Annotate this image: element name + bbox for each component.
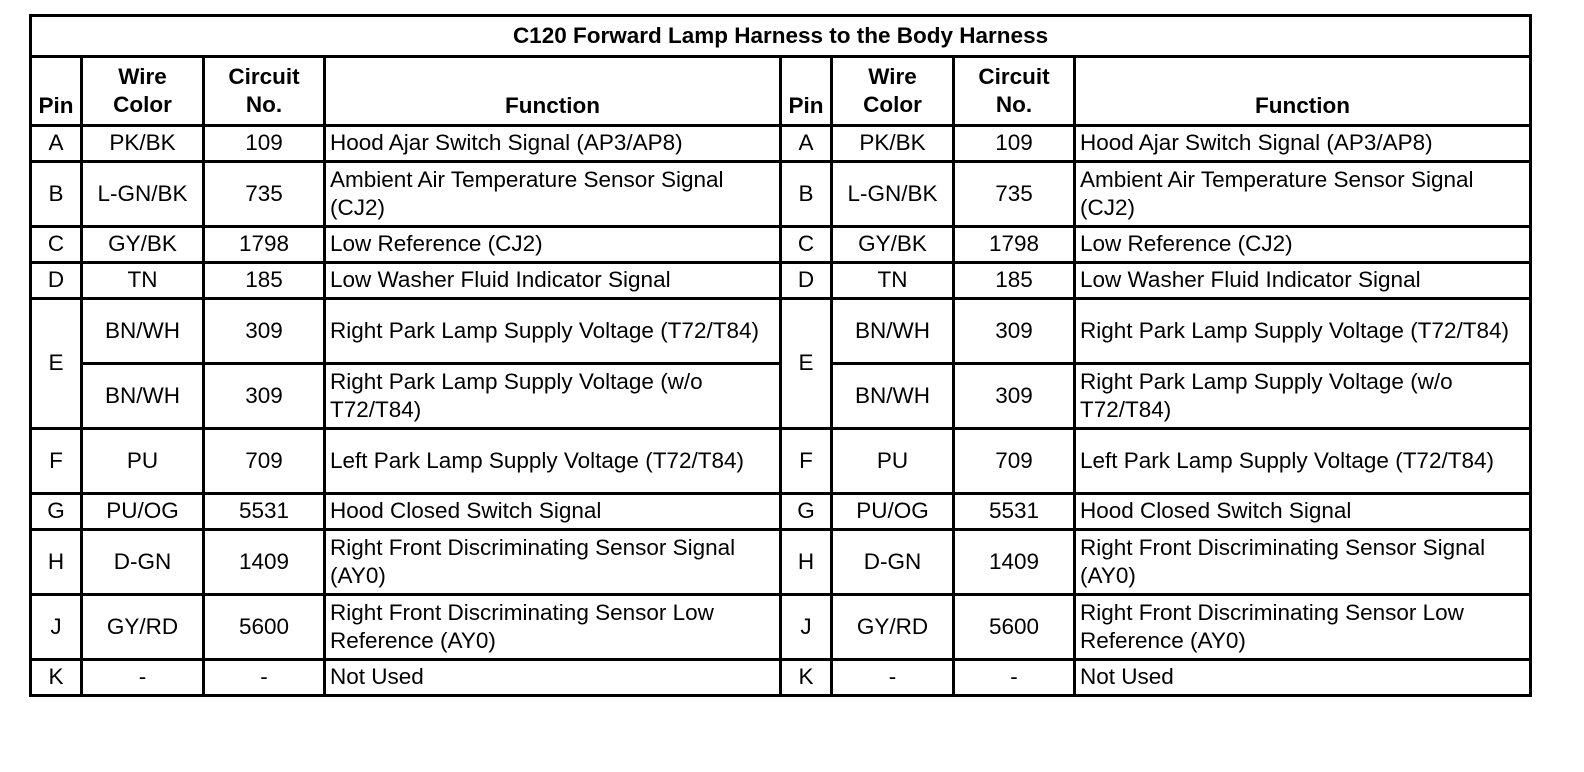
function-header-right: Function xyxy=(1075,57,1531,126)
function-cell: Ambient Air Temperature Sensor Signal (CJ2) xyxy=(1075,162,1531,227)
pin-cell: C xyxy=(31,227,82,263)
wire-color-cell: L-GN/BK xyxy=(82,162,204,227)
circuit-cell: 709 xyxy=(954,429,1075,494)
function-cell: Right Park Lamp Supply Voltage (T72/T84) xyxy=(325,299,781,364)
wire-color-cell: TN xyxy=(832,263,954,299)
pin-cell: G xyxy=(31,494,82,530)
circuit-no-header-line2: No. xyxy=(245,92,283,117)
circuit-no-header-line1: Circuit xyxy=(228,63,300,89)
circuit-cell: 1409 xyxy=(954,530,1075,595)
wire-color-cell: PU xyxy=(832,429,954,494)
pin-cell: E xyxy=(781,299,832,429)
wire-color-cell: BN/WH xyxy=(82,364,204,429)
pin-cell: J xyxy=(31,595,82,660)
function-cell: Right Front Discriminating Sensor Signal (AY0) xyxy=(325,530,781,595)
wire-color-cell: GY/BK xyxy=(82,227,204,263)
function-cell: Right Front Discriminating Sensor Low Reference (AY0) xyxy=(1075,595,1531,660)
circuit-cell: 5531 xyxy=(204,494,325,530)
pin-cell: A xyxy=(31,126,82,162)
wire-color-cell: BN/WH xyxy=(82,299,204,364)
pin-header-right: Pin xyxy=(781,57,832,126)
function-cell: Right Park Lamp Supply Voltage (w/o T72/T84) xyxy=(325,364,781,429)
function-cell: Not Used xyxy=(1075,660,1531,696)
wire-color-cell: BN/WH xyxy=(832,364,954,429)
function-cell: Hood Closed Switch Signal xyxy=(1075,494,1531,530)
table-row xyxy=(31,126,1531,162)
connector-table xyxy=(29,14,1532,697)
pin-cell: F xyxy=(781,429,832,494)
table-row xyxy=(31,595,1531,660)
function-cell: Right Front Discriminating Sensor Signal (AY0) xyxy=(1075,530,1531,595)
pin-cell: E xyxy=(31,299,82,429)
circuit-no-header xyxy=(204,57,325,126)
wire-color-cell: - xyxy=(832,660,954,696)
wire-color-cell: D-GN xyxy=(82,530,204,595)
circuit-cell: 5531 xyxy=(954,494,1075,530)
table-row xyxy=(31,227,1531,263)
function-cell: Ambient Air Temperature Sensor Signal (CJ2) xyxy=(325,162,781,227)
table-title: C120 Forward Lamp Harness to the Body Harness xyxy=(31,16,1531,57)
table-row xyxy=(31,299,1531,364)
table-row xyxy=(31,263,1531,299)
circuit-cell: 109 xyxy=(204,126,325,162)
header-row xyxy=(31,57,1531,126)
circuit-cell: 1798 xyxy=(204,227,325,263)
function-cell: Low Washer Fluid Indicator Signal xyxy=(325,263,781,299)
circuit-no-header-right xyxy=(954,57,1075,126)
wire-color-header-right-line1: Wire xyxy=(868,63,917,89)
function-header: Function xyxy=(325,57,781,126)
pin-header: Pin xyxy=(31,57,82,126)
function-cell: Right Front Discriminating Sensor Low Reference (AY0) xyxy=(325,595,781,660)
circuit-cell: 309 xyxy=(954,364,1075,429)
wire-color-header-right xyxy=(832,57,954,126)
pin-cell: K xyxy=(781,660,832,696)
wire-color-cell: PU xyxy=(82,429,204,494)
function-cell: Hood Closed Switch Signal xyxy=(325,494,781,530)
function-cell: Hood Ajar Switch Signal (AP3/AP8) xyxy=(1075,126,1531,162)
circuit-cell: 709 xyxy=(204,429,325,494)
table-row xyxy=(31,494,1531,530)
function-cell: Left Park Lamp Supply Voltage (T72/T84) xyxy=(1075,429,1531,494)
table-row xyxy=(31,429,1531,494)
table-row xyxy=(31,162,1531,227)
circuit-cell: 309 xyxy=(204,364,325,429)
circuit-cell: 109 xyxy=(954,126,1075,162)
pin-cell: H xyxy=(31,530,82,595)
wire-color-cell: GY/RD xyxy=(832,595,954,660)
pin-cell: D xyxy=(31,263,82,299)
function-cell: Hood Ajar Switch Signal (AP3/AP8) xyxy=(325,126,781,162)
wire-color-header-line2: Color xyxy=(113,92,172,117)
circuit-cell: 735 xyxy=(204,162,325,227)
function-cell: Right Park Lamp Supply Voltage (T72/T84) xyxy=(1075,299,1531,364)
wire-color-cell: PU/OG xyxy=(832,494,954,530)
pin-cell: K xyxy=(31,660,82,696)
wire-color-header-line1: Wire xyxy=(118,63,167,89)
circuit-cell: 185 xyxy=(954,263,1075,299)
pin-cell: B xyxy=(781,162,832,227)
function-cell: Low Reference (CJ2) xyxy=(325,227,781,263)
circuit-cell: 185 xyxy=(204,263,325,299)
pin-cell: B xyxy=(31,162,82,227)
pin-cell: D xyxy=(781,263,832,299)
circuit-no-header-right-line1: Circuit xyxy=(978,63,1050,89)
table-row xyxy=(31,660,1531,696)
circuit-cell: - xyxy=(954,660,1075,696)
circuit-cell: 1409 xyxy=(204,530,325,595)
wire-color-cell: TN xyxy=(82,263,204,299)
wire-color-cell: GY/RD xyxy=(82,595,204,660)
wire-color-cell: D-GN xyxy=(832,530,954,595)
circuit-cell: 735 xyxy=(954,162,1075,227)
function-cell: Right Park Lamp Supply Voltage (w/o T72/T84) xyxy=(1075,364,1531,429)
pin-cell: A xyxy=(781,126,832,162)
wire-color-cell: L-GN/BK xyxy=(832,162,954,227)
function-cell: Low Reference (CJ2) xyxy=(1075,227,1531,263)
pin-cell: H xyxy=(781,530,832,595)
function-cell: Low Washer Fluid Indicator Signal xyxy=(1075,263,1531,299)
circuit-cell: 309 xyxy=(954,299,1075,364)
wire-color-cell: GY/BK xyxy=(832,227,954,263)
pin-cell: C xyxy=(781,227,832,263)
wire-color-cell: PK/BK xyxy=(832,126,954,162)
circuit-cell: 1798 xyxy=(954,227,1075,263)
pin-cell: G xyxy=(781,494,832,530)
function-cell: Not Used xyxy=(325,660,781,696)
wire-color-cell: BN/WH xyxy=(832,299,954,364)
circuit-cell: - xyxy=(204,660,325,696)
table-row xyxy=(31,530,1531,595)
circuit-cell: 5600 xyxy=(954,595,1075,660)
circuit-cell: 309 xyxy=(204,299,325,364)
wire-color-cell: - xyxy=(82,660,204,696)
function-cell: Left Park Lamp Supply Voltage (T72/T84) xyxy=(325,429,781,494)
pin-cell: F xyxy=(31,429,82,494)
wire-color-cell: PK/BK xyxy=(82,126,204,162)
circuit-cell: 5600 xyxy=(204,595,325,660)
wire-color-header-right-line2: Color xyxy=(863,92,922,117)
pin-cell: J xyxy=(781,595,832,660)
circuit-no-header-right-line2: No. xyxy=(995,92,1033,117)
wire-color-header xyxy=(82,57,204,126)
wire-color-cell: PU/OG xyxy=(82,494,204,530)
